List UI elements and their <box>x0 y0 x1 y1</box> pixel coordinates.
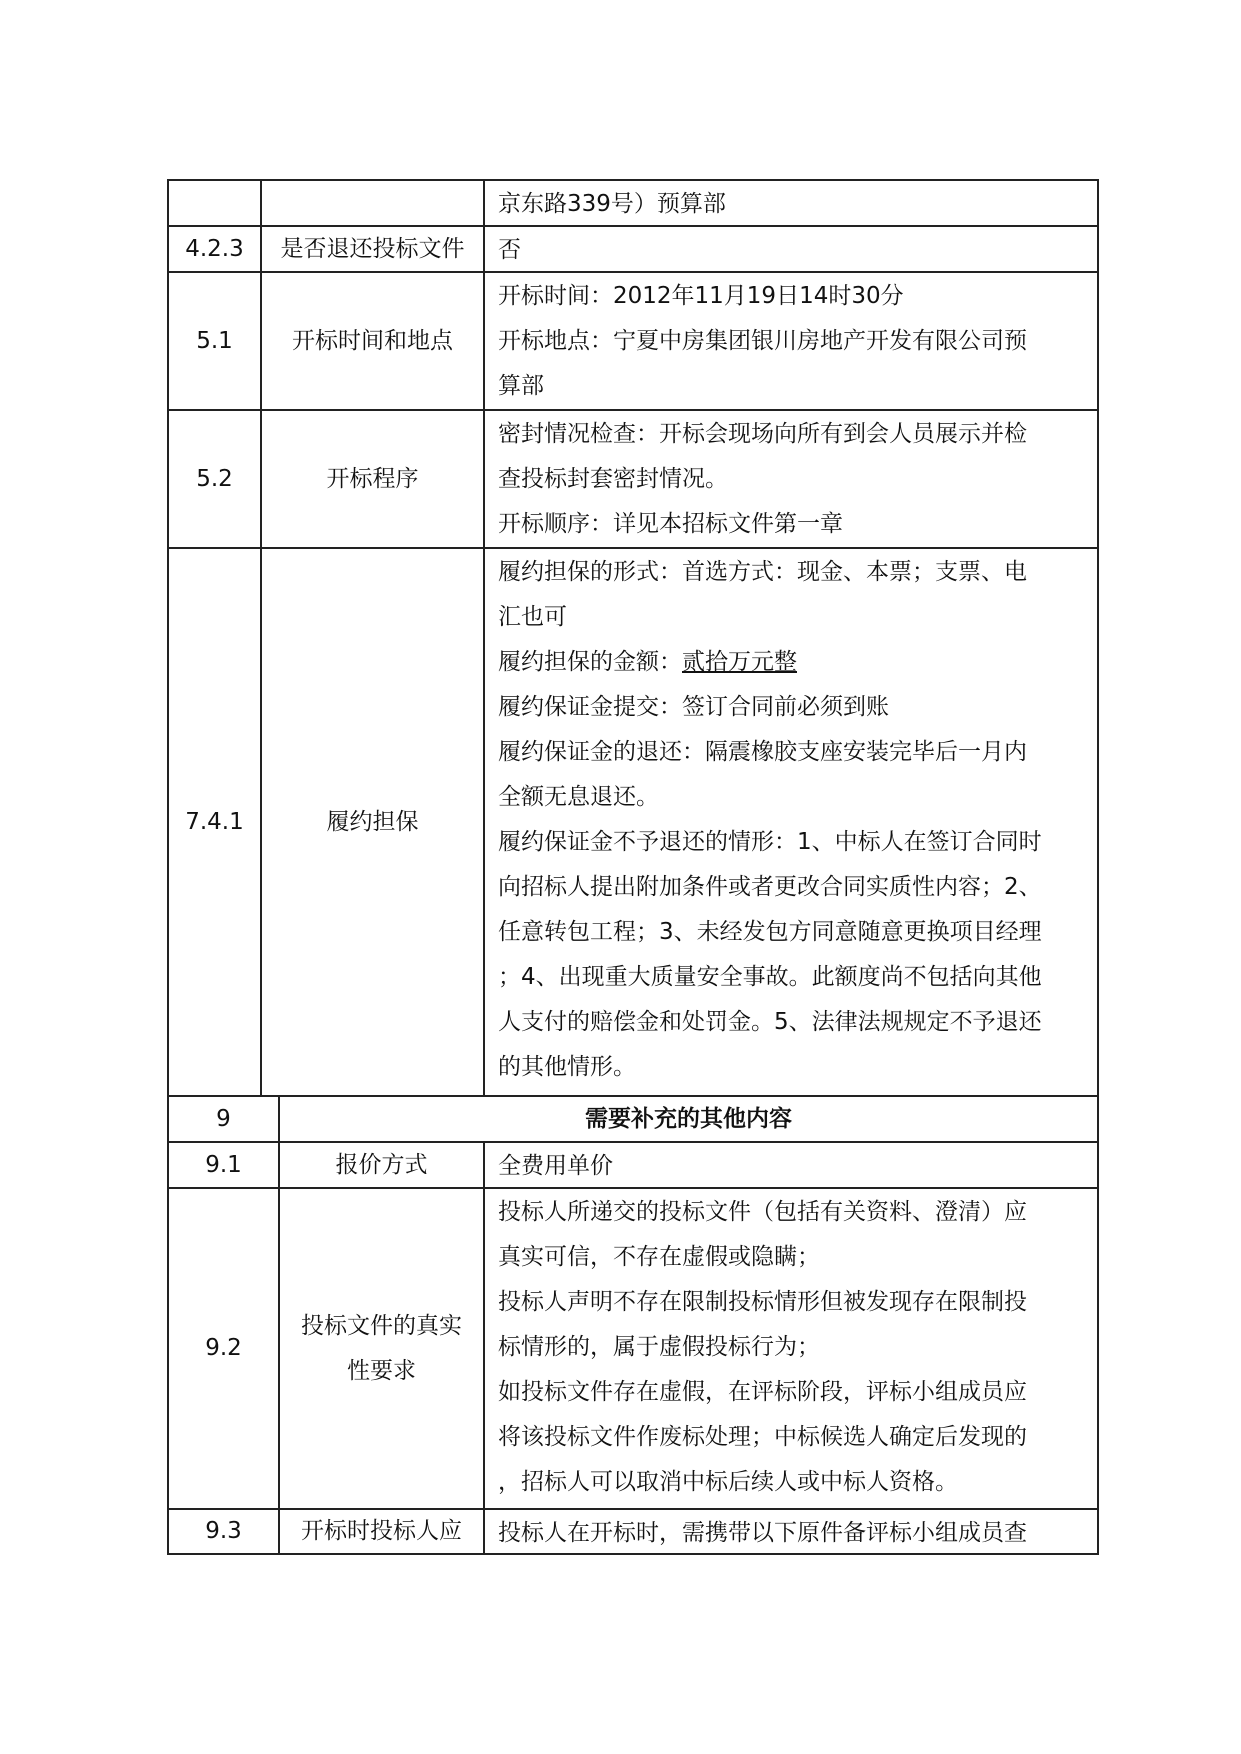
clause-number-text: 9.1 <box>205 1151 242 1178</box>
clause-item-text: 报价方式 <box>335 1151 428 1178</box>
clause-number <box>169 411 260 547</box>
content-line: 向招标人提出附加条件或者更改合同实质性内容；2、 <box>498 874 1042 900</box>
clause-number-text: 9.3 <box>205 1518 242 1544</box>
content-line <box>498 640 1097 685</box>
clause-number-text: 5.2 <box>196 465 233 492</box>
content-line: ，招标人可以取消中标后续人或中标人资格。 <box>498 1469 958 1495</box>
content-line: 查投标封套密封情况。 <box>498 466 728 492</box>
content-line: 如投标文件存在虚假，在评标阶段，评标小组成员应 <box>498 1379 1027 1405</box>
content-line: ；4、出现重大质量安全事故。此额度尚不包括向其他 <box>498 964 1042 990</box>
content-line: 履约保证金提交：签订合同前必须到账 <box>498 694 889 720</box>
content-line: 开标顺序：详见本招标文件第一章 <box>498 511 843 537</box>
clause-number <box>169 1510 278 1553</box>
clause-number <box>169 227 260 271</box>
clause-item <box>262 411 483 547</box>
clause-item <box>280 1189 483 1508</box>
guarantee-amount: 贰拾万元整 <box>682 649 797 675</box>
clause-number-text: 7.4.1 <box>185 808 244 835</box>
content-line: 汇也可 <box>498 604 567 630</box>
clause-item-text: 投标文件的真实 <box>301 1312 462 1339</box>
content-cell <box>485 1143 1097 1187</box>
content-line: 投标人所递交的投标文件（包括有关资料、澄清）应 <box>498 1199 1027 1225</box>
content-line: 履约保证金不予退还的情形：1、中标人在签订合同时 <box>498 829 1042 855</box>
clause-item <box>280 1510 483 1553</box>
clause-item-text: 开标程序 <box>326 465 419 492</box>
clause-number-text: 9.2 <box>205 1335 242 1361</box>
clause-number-text: 5.1 <box>196 327 233 354</box>
content-cell <box>485 1510 1097 1553</box>
section-header <box>280 1097 1097 1141</box>
clause-number-text: 4.2.3 <box>185 235 244 262</box>
clause-item <box>262 227 483 271</box>
clause-item-text: 开标时间和地点 <box>292 327 453 354</box>
clause-item <box>262 549 483 1095</box>
clause-item <box>280 1143 483 1187</box>
table-rule <box>1097 179 1099 1555</box>
content-line: 履约保证金的退还：隔震橡胶支座安装完毕后一月内 <box>498 739 1027 765</box>
clause-item-text: 性要求 <box>347 1357 416 1384</box>
content-line: 标情形的，属于虚假投标行为； <box>498 1334 820 1360</box>
content-line: 履约担保的形式：首选方式：现金、本票；支票、电 <box>498 559 1027 585</box>
content-line: 开标时间：2012年11月19日14时30分 <box>498 283 904 309</box>
content-line: 密封情况检查：开标会现场向所有到会人员展示并检 <box>498 421 1027 447</box>
section-number-text: 9 <box>216 1105 231 1132</box>
content-line: 全费用单价 <box>498 1153 613 1179</box>
clause-number <box>169 549 260 1095</box>
content-line: 真实可信，不存在虚假或隐瞒； <box>498 1244 820 1270</box>
clause-item-text: 履约担保 <box>326 808 419 835</box>
content-cell <box>485 273 1097 409</box>
clause-item-text: 是否退还投标文件 <box>280 235 465 262</box>
content-cell <box>485 411 1097 547</box>
clause-number <box>169 1143 278 1187</box>
content-cell <box>485 181 1097 225</box>
clause-item <box>262 273 483 409</box>
content-label: 履约担保的金额： <box>498 649 682 675</box>
content-line: 人支付的赔偿金和处罚金。5、法律法规规定不予退还 <box>498 1009 1042 1035</box>
content-line: 算部 <box>498 373 544 399</box>
content-line: 否 <box>498 237 521 263</box>
content-cell <box>485 227 1097 271</box>
content-line: 任意转包工程；3、未经发包方同意随意更换项目经理 <box>498 919 1042 945</box>
clause-number <box>169 1189 278 1508</box>
clause-item-text: 开标时投标人应 <box>301 1518 462 1544</box>
section-number <box>169 1097 278 1141</box>
content-line: 投标人声明不存在限制投标情形但被发现存在限制投 <box>498 1289 1027 1315</box>
content-cell <box>485 1189 1097 1508</box>
content-line: 京东路339号）预算部 <box>498 191 726 217</box>
section-header-text: 需要补充的其他内容 <box>585 1105 792 1132</box>
content-line: 的其他情形。 <box>498 1054 636 1080</box>
content-line: 将该投标文件作废标处理；中标候选人确定后发现的 <box>498 1424 1027 1450</box>
clause-number <box>169 273 260 409</box>
content-line: 全额无息退还。 <box>498 784 659 810</box>
content-line: 投标人在开标时，需携带以下原件备评标小组成员查 <box>498 1520 1027 1546</box>
content-line: 开标地点：宁夏中房集团银川房地产开发有限公司预 <box>498 328 1027 354</box>
content-cell <box>485 549 1097 1095</box>
